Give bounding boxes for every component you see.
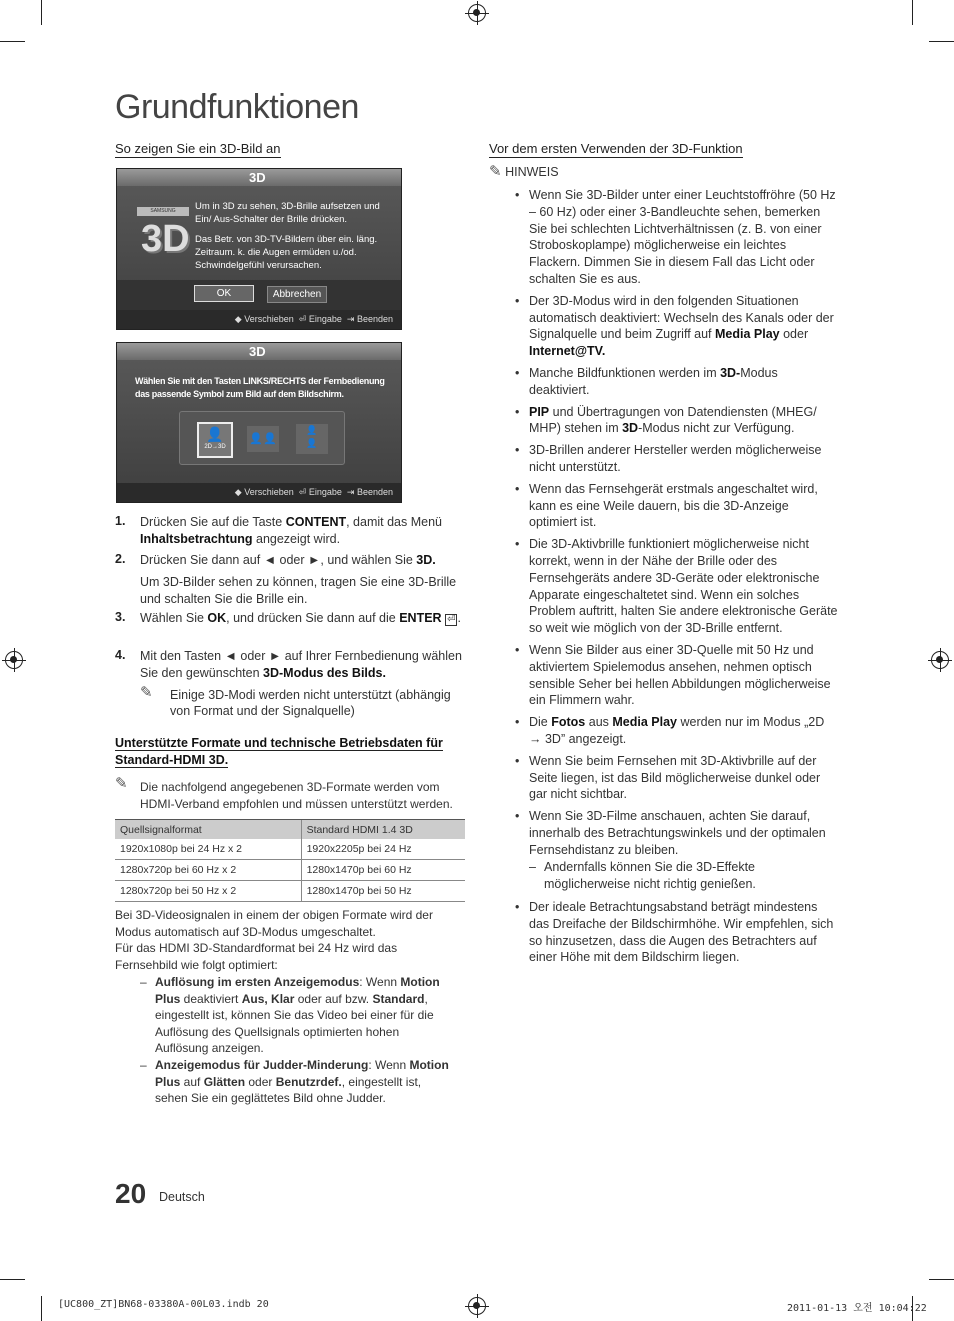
mode-selector [179,411,345,465]
crop-mark [912,0,913,25]
crop-mark [0,41,25,42]
pencil-note-icon: ✎ [140,683,153,701]
mode-top-bottom-button[interactable] [296,424,328,454]
screen-title-bar: 3D [117,343,401,360]
section-heading-right: Vor dem ersten Verwenden der 3D-Funktion [489,141,743,156]
person-icon: 👤 [206,426,224,442]
note-list-item: • Die 3D-Aktivbrille funktioniert möglicherweise nicht korrekt, wenn in der Nähe der Brille oder des Fernsehgeräts andere 3D-Geräte oder elektronische Apparate eingeschaltetet sind. Wenn ein solches Problem auftritt, halten Sie andere elektronische Geräte so weit wie möglich von der 3D-Brille entfernt. [515,536,840,637]
section-note: ✎ Die nachfolgend angegebenen 3D-Formate werden vom HDMI-Verband empfohlen und müssen unterstützt werden. [115,775,453,811]
step-4: Mit den Tasten ◄ oder ► auf Ihrer Fernbedienung wählen Sie den gewünschten 3D-Modus des Bilds. ✎ Einige 3D-Modi werden nicht unterstützt (abhängig von Format und der Signalquelle) [140,649,462,719]
registration-mark-icon [931,651,949,669]
screen-text-2: Das Betr. von 3D-TV-Bildern über ein. läng. Zeitraum. k. die Augen ermüden u./od. Schwindelgefühl verursachen. [195,234,378,271]
exit-icon: ⇥ [346,487,355,497]
note-list-item: • Wenn Sie 3D-Bilder unter einer Leuchtstoffröhre (50 Hz – 60 Hz) oder einer 3-Bandleuchte sehen, bemerken Sie bei schlechten Lichtverhältnissen (z. B. von einer Stroboskoplampe) möglicherweise ein leichtes Flackern. Dimmen Sie in diesem Fall das Licht oder schalten Sie es aus. [515,187,840,288]
registration-mark-icon [468,4,486,22]
step-number: 2. [115,552,126,566]
enter-icon: ⏎ [298,487,307,497]
note-list-item: • Wenn Sie beim Fernsehen mit 3D-Aktivbrille auf der Seite liegen, ist das Bild möglicherweise dunkel oder gar nicht sichtbar. [515,753,840,803]
step-number: 1. [115,514,126,528]
step-number: 3. [115,610,126,624]
section-heading-2: Unterstützte Formate und technische Betriebsdaten für Standard-HDMI 3D. [115,736,443,767]
step-number: 4. [115,648,126,662]
paragraph: Bei 3D-Videosignalen in einem der obigen Formate wird der Modus automatisch auf 3D-Modus umgeschaltet. Für das HDMI 3D-Standardformat bei 24 Hz wird das Fernsehbild wie folgt optimiert: [115,908,433,972]
section-heading: So zeigen Sie ein 3D-Bild an [115,141,281,156]
note-list-item: • Wenn Sie 3D-Filme anschauen, achten Sie darauf, innerhalb des Betrachtungswinkels und der optimalen Fernsehdistanz zu bleiben. – Andernfalls können Sie die 3D-Effekte möglicherweise nicht richtig genießen. [515,808,840,893]
registration-mark-icon [468,1297,486,1315]
note-list-item: • PIP und Übertragungen von Datendiensten (MHEG/ MHP) stehen im 3D-Modus nicht zur Verfügung. [515,404,840,438]
screen-instruction: Wählen Sie mit den Tasten LINKS/RECHTS der Fernbedienung das passende Symbol zum Bild auf dem Bildschirm. [135,376,385,399]
top-bottom-icon: 👤 👤 [306,425,318,448]
screen-nav-hint: ◆ Verschieben ⏎ Eingabe ⇥ Beenden [117,310,401,329]
note-list-item: • Manche Bildfunktionen werden im 3D-Modus deaktiviert. [515,365,840,399]
move-icon: ◆ [234,487,242,497]
crop-mark [0,1279,25,1280]
ok-button[interactable]: OK [194,285,254,302]
page-number: 20 [115,1178,147,1209]
note-list-item: • Der 3D-Modus wird in den folgenden Situationen automatisch deaktiviert: Wechseln des Kanals oder der Signalquelle und beim Zugriff auf Media Play oder Internet@TV. [515,293,840,360]
table-row: 1280x720p bei 50 Hz x 2 1280x1470p bei 50 Hz [115,881,465,902]
pencil-note-icon: ✎ [115,775,128,792]
note-list-item: • 3D-Brillen anderer Hersteller werden möglicherweise nicht unterstützt. [515,442,840,476]
mode-side-by-side-button[interactable] [247,426,279,452]
crop-mark [41,1296,42,1321]
dash-item-2: – Anzeigemodus für Judder-Minderung: Wenn Motion Plus auf Glätten oder Benutzrdef., eingestellt ist, sehen Sie ein geglättetes Bild ohne Judder. [140,1058,449,1105]
table-row: 1920x1080p bei 24 Hz x 2 1920x2205p bei 24 Hz [115,839,465,860]
dash-item-1: – Auflösung im ersten Anzeigemodus: Wenn Motion Plus deaktiviert Aus, Klar oder auf bzw. Standard, eingestellt ist, können Sie das Video bei einer für die Auflösung des Quellsignals optimierten hohen Auflösung anzeigen. [140,975,440,1055]
cancel-button[interactable]: Abbrechen [267,286,327,303]
note-label: ✎ HINWEIS [489,163,559,180]
mode-2d-3d-button[interactable]: 👤 2D→3D [197,422,233,458]
format-table [115,819,465,902]
footer-timestamp: 2011-01-13 오전 10:04:22 [787,1303,927,1314]
note-list-item: • Wenn das Fernsehgerät erstmals angeschaltet wird, kann es eine Weile dauern, bis die 3D-Anzeige optimiert ist. [515,481,840,531]
crop-mark [929,1279,954,1280]
note-list [515,187,840,971]
footer-language: Deutsch [159,1190,205,1204]
tv-screen-3d-mode [116,342,402,503]
page-title: Grundfunktionen [115,88,359,126]
table-header: Quellsignalformat [115,820,301,840]
exit-icon: ⇥ [346,314,355,324]
enter-icon: ⏎ [447,614,456,625]
note-list-item: • Wenn Sie Bilder aus einer 3D-Quelle mit 50 Hz und aktiviertem Spielemodus ansehen, nehmen optisch sensible Seher bei hellen Abbildungen möglicherweise ein Flimmern wahr. [515,642,840,709]
crop-mark [929,41,954,42]
pencil-note-icon: ✎ [489,163,502,180]
note-list-item: • Der ideale Betrachtungsabstand beträgt mindestens das Dreifache der Bildschirmhöhe. Wir empfehlen, sich so hinzusetzen, dass die Augen des Betrachters auf einer Höhe mit dem Bildschirm liegen. [515,899,840,966]
screen-title-bar: 3D [117,169,401,186]
move-icon: ◆ [234,314,242,324]
samsung-3d-logo-icon: SAMSUNG 3D [137,207,189,261]
footer-file: [UC800_ZT]BN68-03380A-00L03.indb 20 [58,1299,269,1310]
sub-dash-item: – Andernfalls können Sie die 3D-Effekte möglicherweise nicht richtig genießen. [529,860,756,892]
screen-text-1: Um in 3D zu sehen, 3D-Brille aufsetzen und Ein/ Aus-Schalter der Brille drücken. [195,201,380,225]
screen-nav-hint: ◆ Verschieben ⏎ Eingabe ⇥ Beenden [117,483,401,502]
enter-icon: ⏎ [298,314,307,324]
step-2: Drücken Sie dann auf ◄ oder ►, und wählen Sie 3D. Um 3D-Bilder sehen zu können, tragen Sie eine 3D-Brille und schalten Sie die Brille ein. [140,553,457,606]
side-by-side-icon: 👤👤 [249,433,277,445]
step-3: Wählen Sie OK, und drücken Sie dann auf die ENTER ⏎ . [140,611,461,625]
table-row: 1280x720p bei 60 Hz x 2 1280x1470p bei 60 Hz [115,860,465,881]
crop-mark [41,0,42,25]
registration-mark-icon [5,651,23,669]
note-list-item: • Die Fotos aus Media Play werden nur im Modus „2D → 3D” angezeigt. [515,714,840,748]
tv-screen-3d-info [116,168,402,330]
table-header: Standard HDMI 1.4 3D [301,820,465,840]
step-1: Drücken Sie auf die Taste CONTENT, damit das Menü Inhaltsbetrachtung angezeigt wird. [140,515,442,546]
